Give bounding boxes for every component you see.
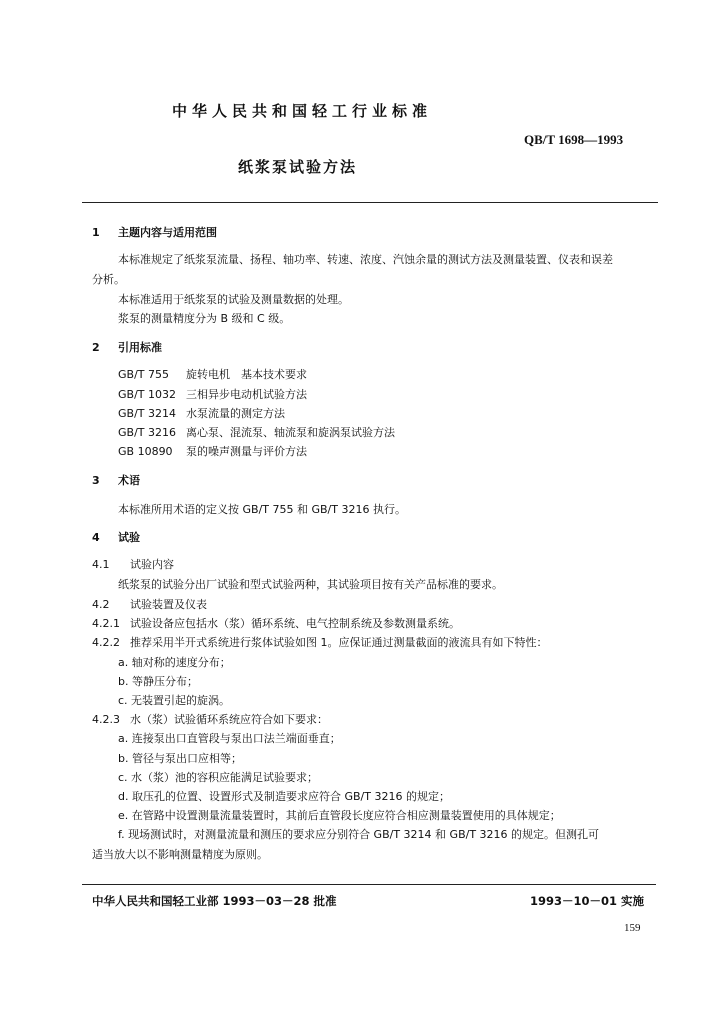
page-number: 159 — [624, 922, 641, 934]
reference-code: GB 10890 — [118, 445, 173, 458]
subsection-number: 4.2 — [92, 598, 110, 611]
section-title: 试验 — [118, 531, 140, 544]
top-divider — [82, 202, 658, 203]
section-number: 3 — [92, 474, 100, 487]
paragraph-continued: 分析。 — [92, 273, 125, 286]
subsection-number: 4.1 — [92, 558, 110, 571]
list-item: a. 轴对称的速度分布； — [118, 656, 231, 669]
section-title: 术语 — [118, 474, 140, 487]
standard-code: QB/T 1698—1993 — [524, 132, 624, 147]
reference-code: GB/T 3216 — [118, 426, 176, 439]
list-item: c. 水（浆）池的容积应能满足试验要求； — [118, 771, 319, 784]
reference-code: GB/T 1032 — [118, 388, 176, 401]
section-4-heading — [92, 529, 140, 545]
list-item: f. 现场测试时，对测量流量和测压的要求应分别符合 GB/T 3214 和 GB/T 3216 的规定。但测孔可 — [118, 828, 600, 841]
section-number: 4 — [92, 531, 100, 544]
reference-title: 泵的噪声测量与评价方法 — [186, 445, 307, 458]
clause-4-2-2 — [92, 634, 548, 650]
clause-number: 4.2.1 — [92, 617, 120, 630]
standard-header: 中华人民共和国轻工行业标准 — [172, 102, 433, 120]
reference-item — [118, 405, 285, 421]
list-item: a. 连接泵出口直管段与泵出口法兰端面垂直； — [118, 732, 341, 745]
reference-item — [118, 386, 307, 402]
list-item: c. 无装置引起的旋涡。 — [118, 694, 231, 707]
list-item: e. 在管路中设置测量流量装置时，其前后直管段长度应符合相应测量装置使用的具体规定； — [118, 809, 561, 822]
list-item: b. 等静压分布； — [118, 675, 198, 688]
clause-number: 4.2.2 — [92, 636, 120, 649]
approval-line: 中华人民共和国轻工业部 1993－03－28 批准 — [92, 894, 337, 908]
section-3-heading — [92, 472, 140, 488]
section-title: 主题内容与适用范围 — [118, 226, 217, 239]
section-title: 引用标准 — [118, 341, 162, 354]
reference-item — [118, 443, 307, 459]
list-item: b. 管径与泵出口应相等； — [118, 752, 242, 765]
clause-text: 试验设备应包括水（浆）循环系统、电气控制系统及参数测量系统。 — [130, 617, 460, 630]
clause-4-2-3 — [92, 711, 328, 727]
reference-item — [118, 366, 307, 382]
effective-date: 1993－10－01 实施 — [530, 894, 645, 908]
section-number: 2 — [92, 341, 100, 354]
bottom-divider — [82, 884, 656, 885]
section-2-heading — [92, 339, 162, 355]
clause-text: 推荐采用半开式系统进行浆体试验如图 1。应保证通过测量截面的液流具有如下特性： — [130, 636, 548, 649]
document-title: 纸浆泵试验方法 — [238, 158, 358, 176]
reference-code: GB/T 3214 — [118, 407, 176, 420]
subsection-title: 试验内容 — [130, 558, 174, 571]
subsection-title: 试验装置及仪表 — [130, 598, 207, 611]
list-item: d. 取压孔的位置、设置形式及制造要求应符合 GB/T 3216 的规定； — [118, 790, 450, 803]
subsection-4-2-heading — [92, 596, 207, 612]
paragraph: 本标准规定了纸浆泵流量、扬程、轴功率、转速、浓度、汽蚀余量的测试方法及测量装置、仪表和误差 — [118, 253, 613, 266]
reference-code: GB/T 755 — [118, 368, 169, 381]
section-1-heading — [92, 224, 217, 240]
clause-number: 4.2.3 — [92, 713, 120, 726]
subsection-4-1-heading — [92, 556, 174, 572]
reference-item — [118, 424, 395, 440]
section-number: 1 — [92, 226, 100, 239]
reference-title: 离心泵、混流泵、轴流泵和旋涡泵试验方法 — [186, 426, 395, 439]
paragraph: 纸浆泵的试验分出厂试验和型式试验两种，其试验项目按有关产品标准的要求。 — [118, 578, 503, 591]
paragraph: 本标准所用术语的定义按 GB/T 755 和 GB/T 3216 执行。 — [118, 503, 406, 516]
paragraph: 浆泵的测量精度分为 B 级和 C 级。 — [118, 312, 291, 325]
clause-4-2-1 — [92, 615, 460, 631]
clause-text: 水（浆）试验循环系统应符合如下要求： — [130, 713, 328, 726]
list-item-continued: 适当放大以不影响测量精度为原则。 — [92, 848, 268, 861]
reference-title: 水泵流量的测定方法 — [186, 407, 285, 420]
reference-title: 旋转电机 基本技术要求 — [186, 368, 307, 381]
reference-title: 三相异步电动机试验方法 — [186, 388, 307, 401]
paragraph: 本标准适用于纸浆泵的试验及测量数据的处理。 — [118, 293, 349, 306]
